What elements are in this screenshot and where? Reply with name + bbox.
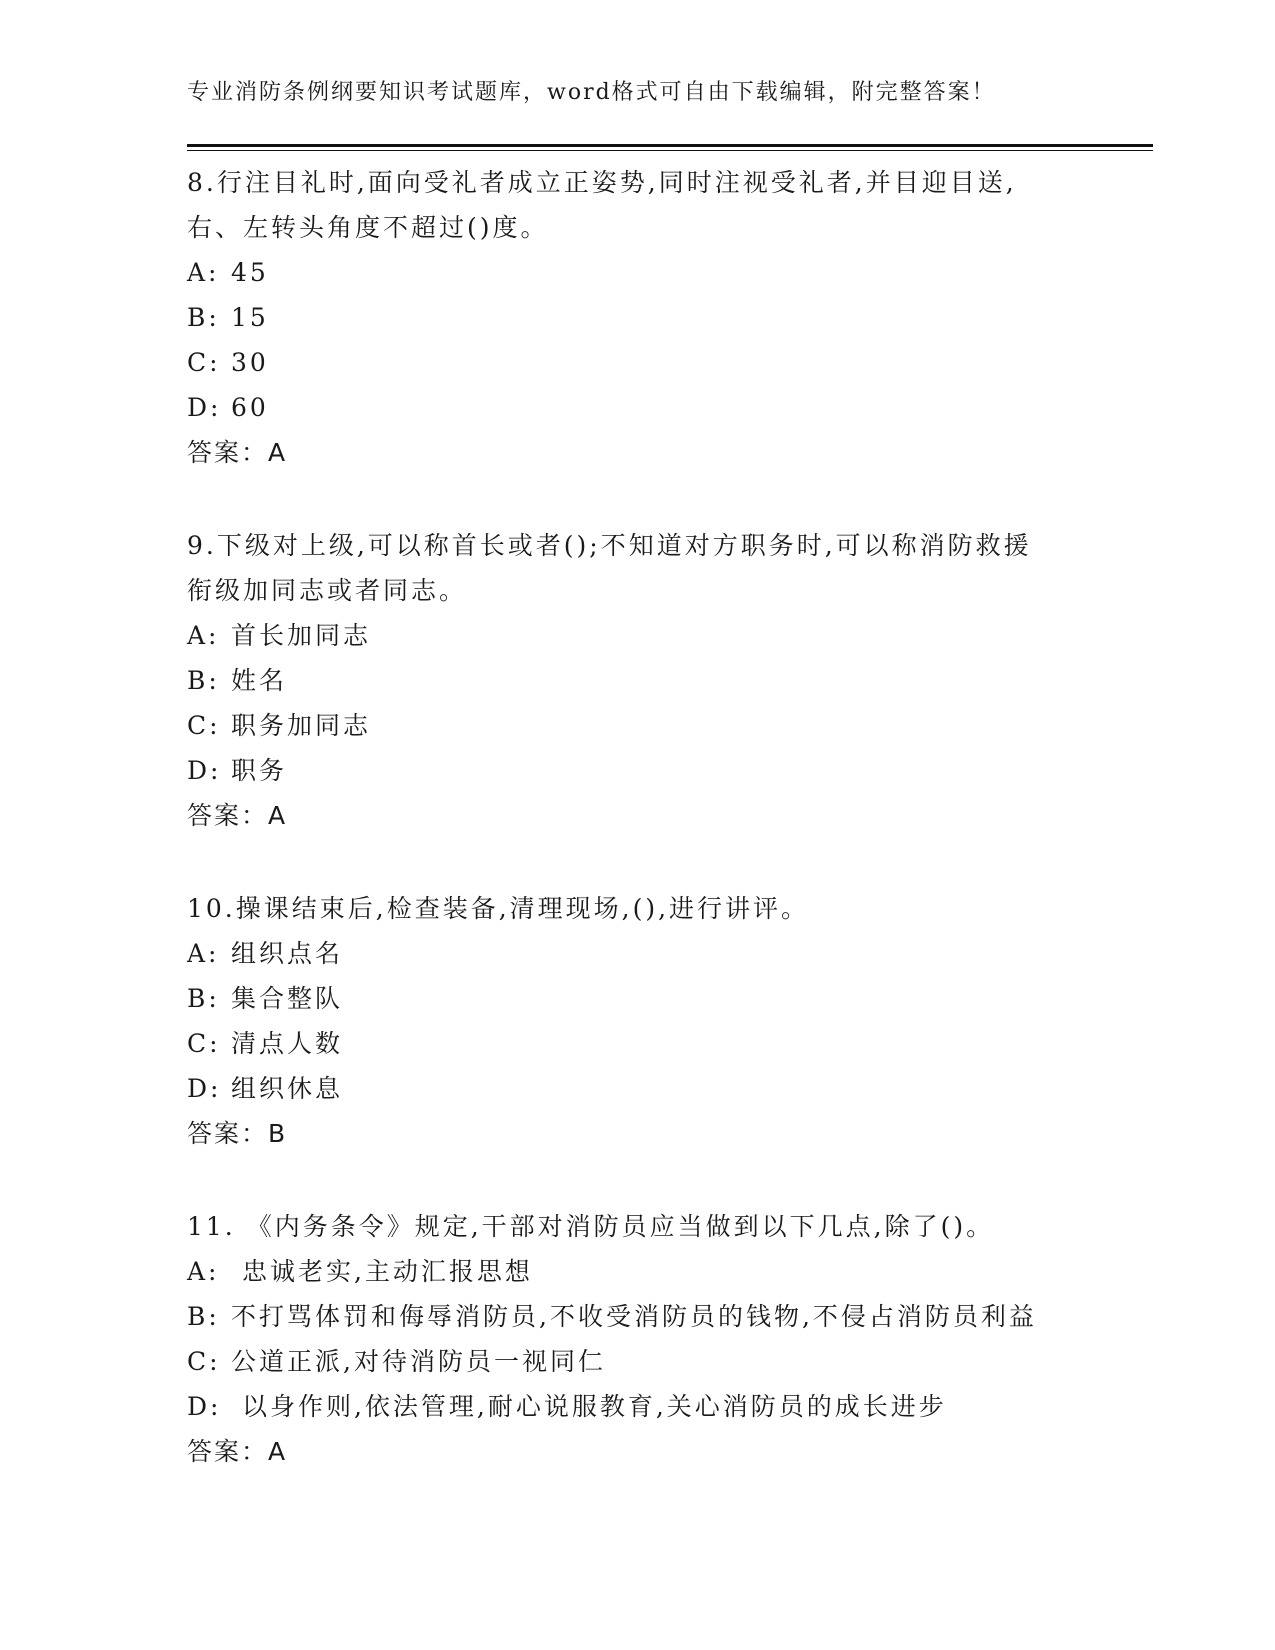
option-text: 60	[231, 393, 269, 422]
option-b	[187, 976, 1087, 1021]
option-key: B:	[187, 303, 220, 332]
option-key: A:	[187, 1257, 220, 1286]
option-key: A:	[187, 939, 220, 968]
question-stem-line: 衔级加同志或者同志。	[187, 576, 468, 605]
option-a	[187, 250, 1087, 295]
option-b	[187, 295, 1087, 340]
question-list	[187, 160, 1087, 1474]
answer-line: 答案：A	[187, 801, 288, 830]
option-text: 姓名	[231, 666, 288, 695]
option-key: C:	[187, 348, 221, 377]
question-stem-line: 8.行注目礼时,面向受礼者成立正姿势,同时注视受礼者,并目迎目送,	[187, 168, 1017, 197]
question-spacer	[187, 475, 1087, 523]
question-9	[187, 523, 1087, 838]
option-text: 集合整队	[231, 984, 344, 1013]
question-stem	[187, 886, 1087, 931]
option-text: 45	[231, 258, 269, 287]
option-text: 首长加同志	[231, 621, 372, 650]
question-stem-line: 10.操课结束后,检查装备,清理现场,(),进行讲评。	[187, 894, 810, 923]
option-a	[187, 1249, 1087, 1294]
option-c	[187, 340, 1087, 385]
question-spacer	[187, 838, 1087, 886]
option-text: 30	[231, 348, 269, 377]
option-d	[187, 1066, 1087, 1111]
option-c	[187, 1339, 1087, 1384]
option-text: 不打骂体罚和侮辱消防员,不收受消防员的钱物,不侵占消防员利益	[231, 1302, 1037, 1331]
question-stem-line: 11. 《内务条令》规定,干部对消防员应当做到以下几点,除了()。	[187, 1212, 995, 1241]
option-key: B:	[187, 1302, 220, 1331]
option-text: 清点人数	[231, 1029, 344, 1058]
answer-line: 答案：A	[187, 438, 288, 467]
option-b	[187, 658, 1087, 703]
option-key: D:	[187, 756, 222, 785]
option-b	[187, 1294, 1087, 1339]
header-divider-thick	[187, 144, 1153, 147]
option-key: C:	[187, 711, 221, 740]
option-text: 组织休息	[231, 1074, 344, 1103]
option-key: C:	[187, 1347, 221, 1376]
option-c	[187, 703, 1087, 748]
question-10	[187, 886, 1087, 1156]
question-stem-line: 右、左转头角度不超过()度。	[187, 213, 549, 242]
question-stem-line: 9.下级对上级,可以称首长或者();不知道对方职务时,可以称消防救援	[187, 531, 1032, 560]
option-c	[187, 1021, 1087, 1066]
question-8	[187, 160, 1087, 475]
option-text: 15	[231, 303, 269, 332]
option-text: 职务	[231, 756, 288, 785]
option-key: B:	[187, 666, 220, 695]
option-d	[187, 748, 1087, 793]
header-divider-thin	[187, 150, 1153, 151]
option-a	[187, 931, 1087, 976]
question-spacer	[187, 1156, 1087, 1204]
option-key: D:	[187, 1392, 222, 1421]
option-text: 公道正派,对待消防员一视同仁	[231, 1347, 606, 1376]
question-11	[187, 1204, 1087, 1474]
option-text: 职务加同志	[231, 711, 372, 740]
option-text: 以身作则,依法管理,耐心说服教育,关心消防员的成长进步	[231, 1392, 947, 1421]
option-key: A:	[187, 258, 220, 287]
question-stem	[187, 160, 1087, 250]
question-stem	[187, 1204, 1087, 1249]
option-key: D:	[187, 1074, 222, 1103]
answer-line: 答案：A	[187, 1437, 288, 1466]
option-d	[187, 1384, 1087, 1429]
option-text: 忠诚老实,主动汇报思想	[231, 1257, 533, 1286]
option-key: B:	[187, 984, 220, 1013]
option-key: D:	[187, 393, 222, 422]
option-key: C:	[187, 1029, 221, 1058]
option-text: 组织点名	[231, 939, 344, 968]
option-a	[187, 613, 1087, 658]
page-header: 专业消防条例纲要知识考试题库，word格式可自由下载编辑，附完整答案！	[187, 80, 996, 105]
option-d	[187, 385, 1087, 430]
question-stem	[187, 523, 1087, 613]
answer-line: 答案：B	[187, 1119, 288, 1148]
option-key: A:	[187, 621, 220, 650]
